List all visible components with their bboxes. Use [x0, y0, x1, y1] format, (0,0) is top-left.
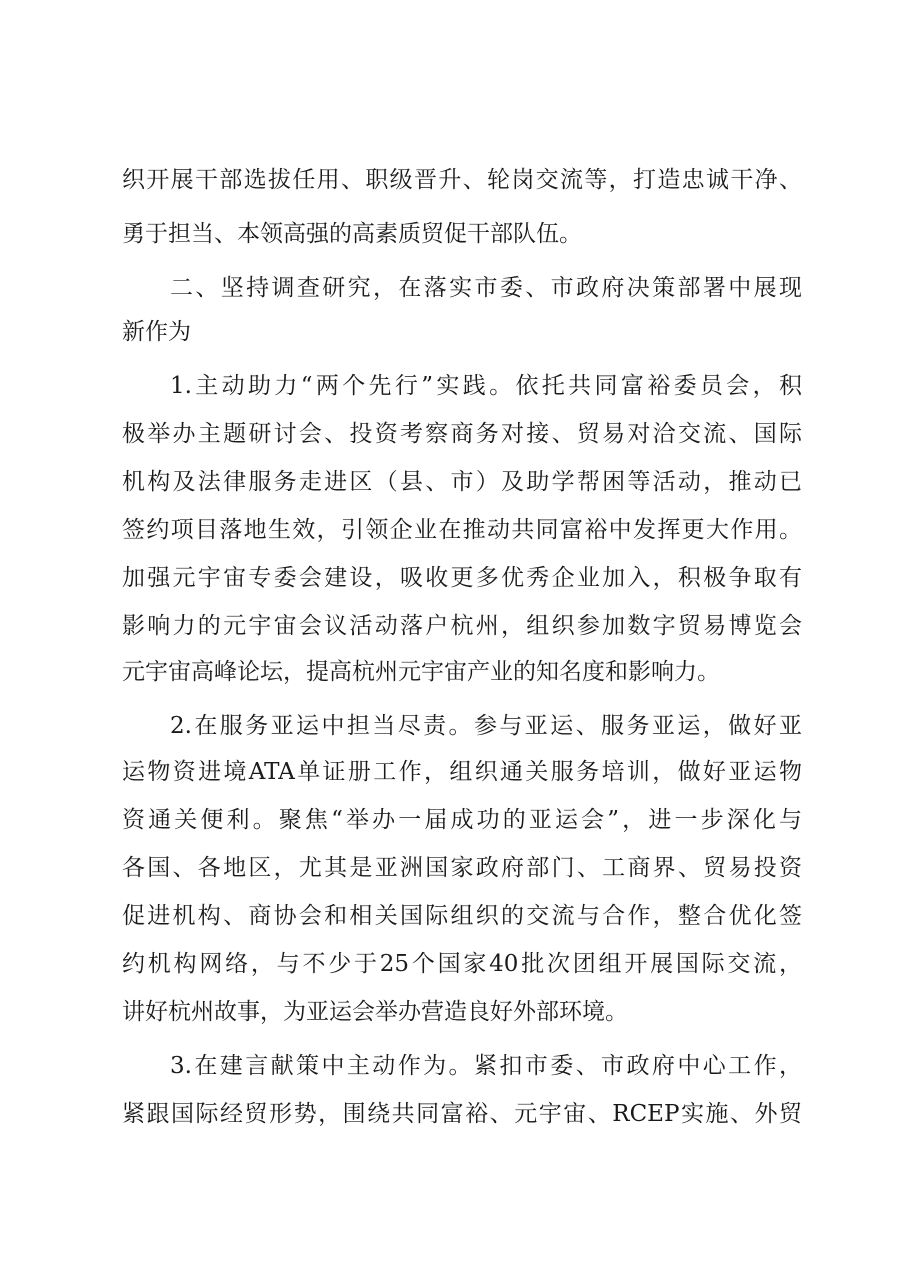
body-text-line: 影响力的元宇宙会议活动落户杭州，组织参加数字贸易博览会: [122, 613, 802, 639]
body-text-line: 加强元宇宙专委会建设，吸收更多优秀企业加入，积极争取有: [122, 565, 802, 591]
body-text-line: 织开展干部选拔任用、职级晋升、轮岗交流等，打造忠诚干净、: [122, 167, 802, 193]
body-text-line: 紧跟国际经贸形势，围绕共同富裕、元宇宙、RCEP实施、外贸: [122, 1101, 802, 1127]
body-text-line: 签约项目落地生效，引领企业在推动共同富裕中发挥更大作用。: [122, 517, 802, 543]
body-text-line: 运物资进境ATA单证册工作，组织通关服务培训，做好亚运物: [122, 759, 802, 785]
body-text-line: 各国、各地区，尤其是亚洲国家政府部门、工商界、贸易投资: [122, 855, 802, 881]
body-text-line: 2.在服务亚运中担当尽责。参与亚运、服务亚运，做好亚: [170, 713, 802, 739]
body-text-line: 勇于担当、本领高强的高素质贸促干部队伍。: [122, 221, 582, 247]
body-text-line: 极举办主题研讨会、投资考察商务对接、贸易对洽交流、国际: [122, 421, 802, 447]
body-text-line: 约机构网络，与不少于25个国家40批次团组开展国际交流，: [122, 951, 802, 977]
section-heading-line: 新作为: [122, 319, 191, 345]
body-text-line: 元宇宙高峰论坛，提高杭州元宇宙产业的知名度和影响力。: [122, 659, 720, 685]
body-text-line: 资通关便利。聚焦“举办一届成功的亚运会”，进一步深化与: [122, 807, 802, 833]
body-text-line: 促进机构、商协会和相关国际组织的交流与合作，整合优化签: [122, 903, 802, 929]
body-text-line: 机构及法律服务走进区（县、市）及助学帮困等活动，推动已: [122, 469, 802, 495]
body-text-line: 1.主动助力“两个先行”实践。依托共同富裕委员会，积: [170, 373, 802, 399]
body-text-line: 3.在建言献策中主动作为。紧扣市委、市政府中心工作，: [170, 1053, 802, 1079]
section-heading-line: 二、坚持调查研究，在落实市委、市政府决策部署中展现: [170, 275, 802, 301]
body-text-line: 讲好杭州故事，为亚运会举办营造良好外部环境。: [122, 999, 628, 1025]
